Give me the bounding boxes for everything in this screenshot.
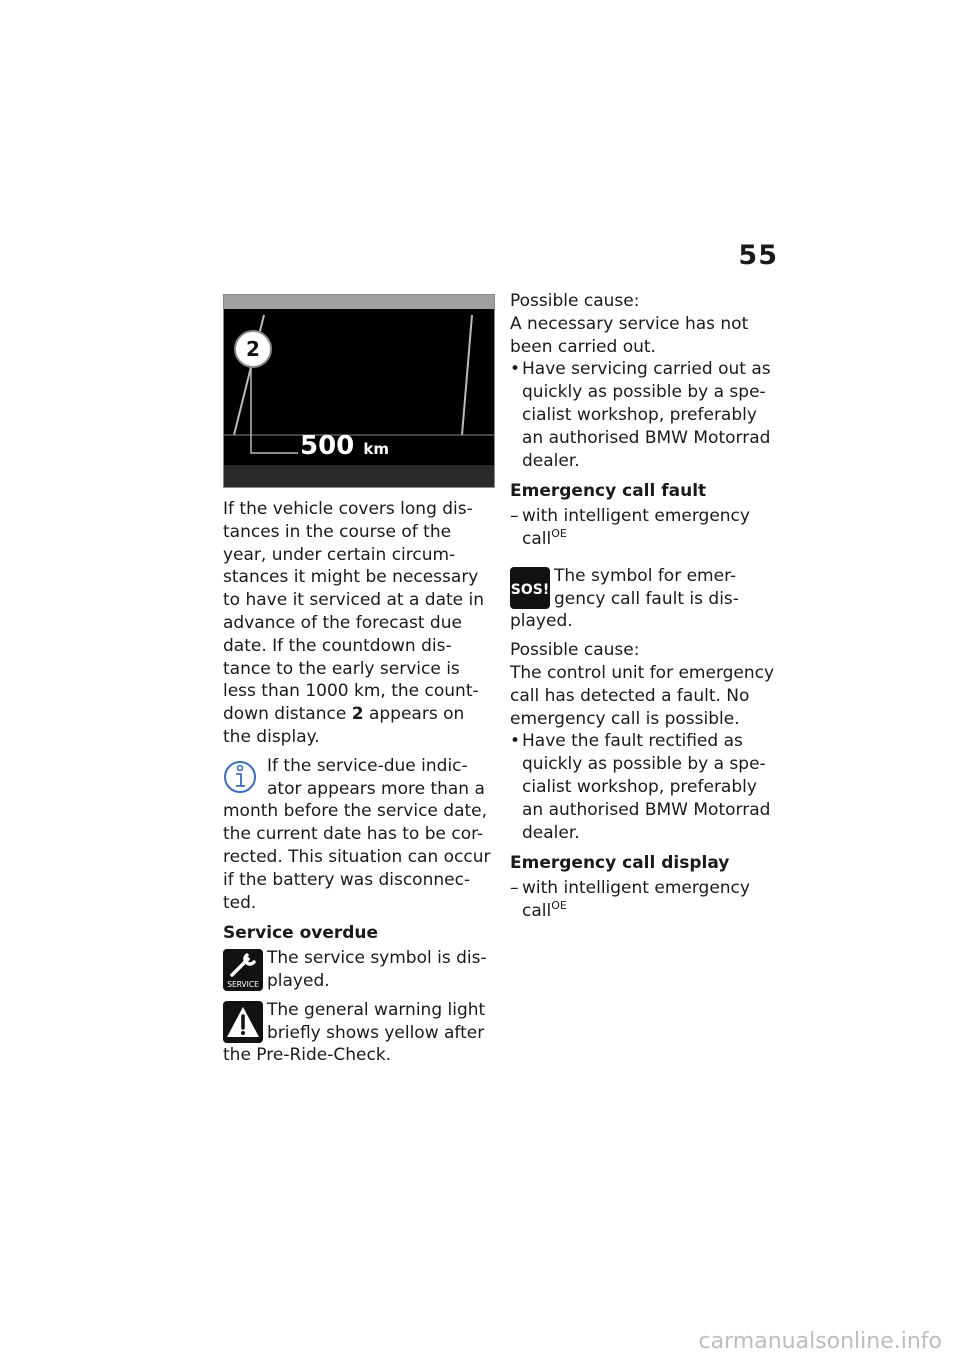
readout-value: 500 <box>300 431 355 461</box>
dash-text-display: with intelligent emergency call <box>522 878 750 921</box>
warning-triangle-icon <box>223 1001 263 1043</box>
dash-text-fault: with intelligent emergency call <box>522 506 750 549</box>
info-note-text: If the service-due indic-ator appears more than a month before the service date, the current date has to be cor-rected. This situation can occur if the battery was disconnec-ted. <box>223 755 491 913</box>
info-note <box>223 755 495 915</box>
dash-mark: – <box>510 506 519 527</box>
service-symbol-text: The service symbol is dis-played. <box>267 948 487 991</box>
page-number: 55 <box>738 240 778 271</box>
emergency-call-display-heading: Emergency call display <box>510 853 730 874</box>
service-symbol-para <box>223 947 495 993</box>
watermark: carmanualsonline.info <box>698 1329 942 1354</box>
display-bottom-band <box>224 465 494 487</box>
callout-2: 2 <box>234 330 272 368</box>
service-wrench-icon <box>223 949 263 991</box>
service-overdue-heading: Service overdue <box>223 923 379 944</box>
oe-superscript: OE <box>551 526 567 540</box>
right-column <box>510 290 780 929</box>
svg-text:SOS!: SOS! <box>510 581 550 598</box>
possible-cause-label-1: Possible cause: <box>510 291 640 311</box>
emergency-call-fault-heading: Emergency call fault <box>510 481 707 502</box>
dash-mark: – <box>510 878 519 899</box>
bullet-item-1 <box>510 358 780 472</box>
bullet-text-2: Have the fault rectified as quickly as possible by a spe-cialist workshop, preferably an authorised BMW Motorrad dealer. <box>522 731 771 843</box>
possible-cause-label-2: Possible cause: <box>510 640 640 661</box>
warning-light-para <box>223 999 495 1067</box>
info-icon <box>223 757 263 799</box>
readout-unit: km <box>363 440 389 458</box>
dash-item-display <box>510 877 780 923</box>
dash-item-fault <box>510 505 780 551</box>
svg-text:SERVICE: SERVICE <box>227 980 259 990</box>
oe-superscript: OE <box>551 898 567 912</box>
bullet-item-2 <box>510 730 780 844</box>
bullet-mark: • <box>510 359 521 380</box>
bullet-text-1: Have servicing carried out as quickly as possible by a spe-cialist workshop, preferably an authorised BMW Motorrad dealer. <box>522 359 771 471</box>
left-column <box>223 290 495 1073</box>
sos-para <box>510 565 780 633</box>
warning-light-text: The general warning light briefly shows yellow after the Pre-Ride-Check. <box>223 999 486 1066</box>
bullet-mark: • <box>510 731 521 752</box>
paragraph-long-distance: If the vehicle covers long dis-tances in the course of the year, under certain circum-stances it might be necessary to have it serviced at a date in advance of the forecast due date. If the countdown dis-tance to the early service is less than 1000 km, the count-down distance 2 appears on the display. <box>223 499 485 747</box>
countdown-readout <box>300 431 389 461</box>
sos-text: The symbol for emer-gency call fault is dis-played. <box>510 565 739 632</box>
ref-2: 2 <box>351 704 364 725</box>
cause-text-1: A necessary service has not been carried out. <box>510 313 749 357</box>
sos-icon <box>510 567 550 609</box>
cause-text-2: The control unit for emergency call has detected a fault. No emergency call is possible. <box>510 662 775 729</box>
instrument-display-figure <box>223 294 495 488</box>
